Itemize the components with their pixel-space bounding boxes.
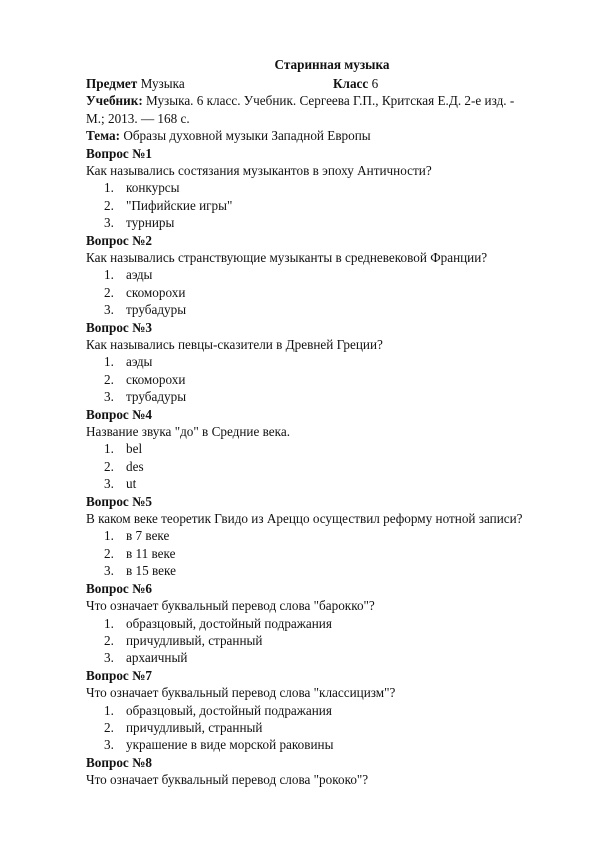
- answer-number: 1.: [104, 354, 114, 370]
- answer-number: 3.: [104, 649, 114, 665]
- answer-text: турниры: [126, 214, 175, 230]
- answer-text: причудливый, странный: [126, 632, 263, 648]
- answer-list: [86, 266, 566, 318]
- answer-option: [86, 702, 566, 719]
- answer-text: ut: [126, 475, 137, 491]
- answer-option: [86, 440, 566, 457]
- answer-text: скоморохи: [126, 284, 186, 300]
- question-heading: Вопрос №3: [86, 320, 152, 336]
- answer-option: [86, 214, 566, 231]
- answer-option: [86, 527, 566, 544]
- answer-option: [86, 475, 566, 492]
- answer-number: 3.: [104, 388, 114, 404]
- question-heading: Вопрос №2: [86, 233, 152, 249]
- question-text: Как назывались певцы-сказители в Древней Греции?: [86, 337, 383, 353]
- answer-number: 2.: [104, 719, 114, 735]
- topic-label: Тема:: [86, 127, 121, 143]
- class-label: Класс: [333, 76, 369, 92]
- question-text: Как назывались странствующие музыканты в средневековой Франции?: [86, 250, 488, 266]
- textbook-info: [86, 92, 566, 126]
- question-block: [86, 406, 566, 492]
- answer-list: [86, 527, 566, 579]
- question-block: [86, 580, 566, 666]
- textbook-line-1: Музыка. 6 класс. Учебник. Сергеева Г.П., Критская Е.Д. 2-е изд. -: [146, 93, 515, 109]
- topic-line: [86, 127, 566, 144]
- question-block: [86, 667, 566, 753]
- question-heading: Вопрос №8: [86, 755, 152, 771]
- answer-option: [86, 197, 566, 214]
- answer-number: 1.: [104, 180, 114, 196]
- question-text: Что означает буквальный перевод слова "классицизм"?: [86, 685, 396, 701]
- question-heading: Вопрос №5: [86, 494, 152, 510]
- question-heading: Вопрос №1: [86, 146, 152, 162]
- answer-number: 3.: [104, 214, 114, 230]
- answer-number: 2.: [104, 632, 114, 648]
- answer-option: [86, 353, 566, 370]
- question-block: [86, 493, 566, 579]
- textbook-line-2: М.; 2013. — 168 с.: [86, 110, 190, 126]
- answer-text: bel: [126, 441, 143, 457]
- answer-option: [86, 649, 566, 666]
- answer-number: 1.: [104, 702, 114, 718]
- question-text: В каком веке теоретик Гвидо из Ареццо осуществил реформу нотной записи?: [86, 511, 523, 527]
- question-heading: Вопрос №6: [86, 581, 152, 597]
- answer-text: трубадуры: [126, 388, 187, 404]
- answer-option: [86, 284, 566, 301]
- answer-number: 1.: [104, 615, 114, 631]
- textbook-label: Учебник:: [86, 93, 143, 109]
- answer-number: 1.: [104, 528, 114, 544]
- answer-text: аэды: [126, 267, 153, 283]
- answer-option: [86, 371, 566, 388]
- answer-text: в 15 веке: [126, 562, 176, 578]
- question-heading: Вопрос №7: [86, 668, 152, 684]
- class-value: 6: [371, 76, 379, 92]
- question-text: Что означает буквальный перевод слова "барокко"?: [86, 598, 375, 614]
- answer-text: образцовый, достойный подражания: [126, 615, 332, 631]
- question-heading: Вопрос №4: [86, 407, 152, 423]
- document-title: Старинная музыка: [274, 57, 390, 72]
- answer-list: [86, 179, 566, 231]
- answer-number: 3.: [104, 301, 114, 317]
- answer-number: 2.: [104, 545, 114, 561]
- question-text: Что означает буквальный перевод слова "рококо"?: [86, 772, 369, 788]
- subject-label: Предмет: [86, 76, 138, 92]
- answer-option: [86, 562, 566, 579]
- answer-option: [86, 615, 566, 632]
- answer-text: в 7 веке: [126, 528, 170, 544]
- answer-option: [86, 632, 566, 649]
- answer-option: [86, 736, 566, 753]
- answer-list: [86, 615, 566, 667]
- answer-text: образцовый, достойный подражания: [126, 702, 332, 718]
- topic-value: Образы духовной музыки Западной Европы: [123, 127, 371, 143]
- answer-text: "Пифийские игры": [126, 197, 233, 213]
- answer-text: украшение в виде морской раковины: [126, 736, 334, 752]
- question-block: [86, 754, 566, 788]
- question-block: [86, 232, 566, 318]
- answer-text: скоморохи: [126, 371, 186, 387]
- answer-option: [86, 266, 566, 283]
- answer-number: 3.: [104, 562, 114, 578]
- answer-number: 2.: [104, 371, 114, 387]
- answer-option: [86, 545, 566, 562]
- answer-option: [86, 388, 566, 405]
- answer-number: 2.: [104, 197, 114, 213]
- answer-text: конкурсы: [126, 180, 180, 196]
- question-text: Как назывались состязания музыкантов в эпоху Античности?: [86, 163, 432, 179]
- answer-text: аэды: [126, 354, 153, 370]
- question-block: [86, 319, 566, 405]
- question-text: Название звука "до" в Средние века.: [86, 424, 290, 440]
- answer-text: des: [126, 458, 144, 474]
- answer-number: 1.: [104, 267, 114, 283]
- answer-list: [86, 353, 566, 405]
- answer-number: 3.: [104, 736, 114, 752]
- answer-text: архаичный: [126, 649, 188, 665]
- question-block: [86, 145, 566, 231]
- class-line: [333, 75, 378, 92]
- questions-list: [86, 145, 566, 789]
- answer-text: в 11 веке: [126, 545, 176, 561]
- answer-option: [86, 458, 566, 475]
- answer-number: 2.: [104, 284, 114, 300]
- answer-text: причудливый, странный: [126, 719, 263, 735]
- answer-number: 3.: [104, 475, 114, 491]
- answer-number: 1.: [104, 441, 114, 457]
- subject-class-row: [86, 75, 566, 92]
- answer-number: 2.: [104, 458, 114, 474]
- answer-option: [86, 301, 566, 318]
- subject-value: Музыка: [140, 76, 185, 92]
- answer-option: [86, 719, 566, 736]
- answer-option: [86, 179, 566, 196]
- document-content: [86, 56, 566, 789]
- answer-list: [86, 702, 566, 754]
- answer-text: трубадуры: [126, 301, 187, 317]
- subject-line: [86, 75, 333, 92]
- answer-list: [86, 440, 566, 492]
